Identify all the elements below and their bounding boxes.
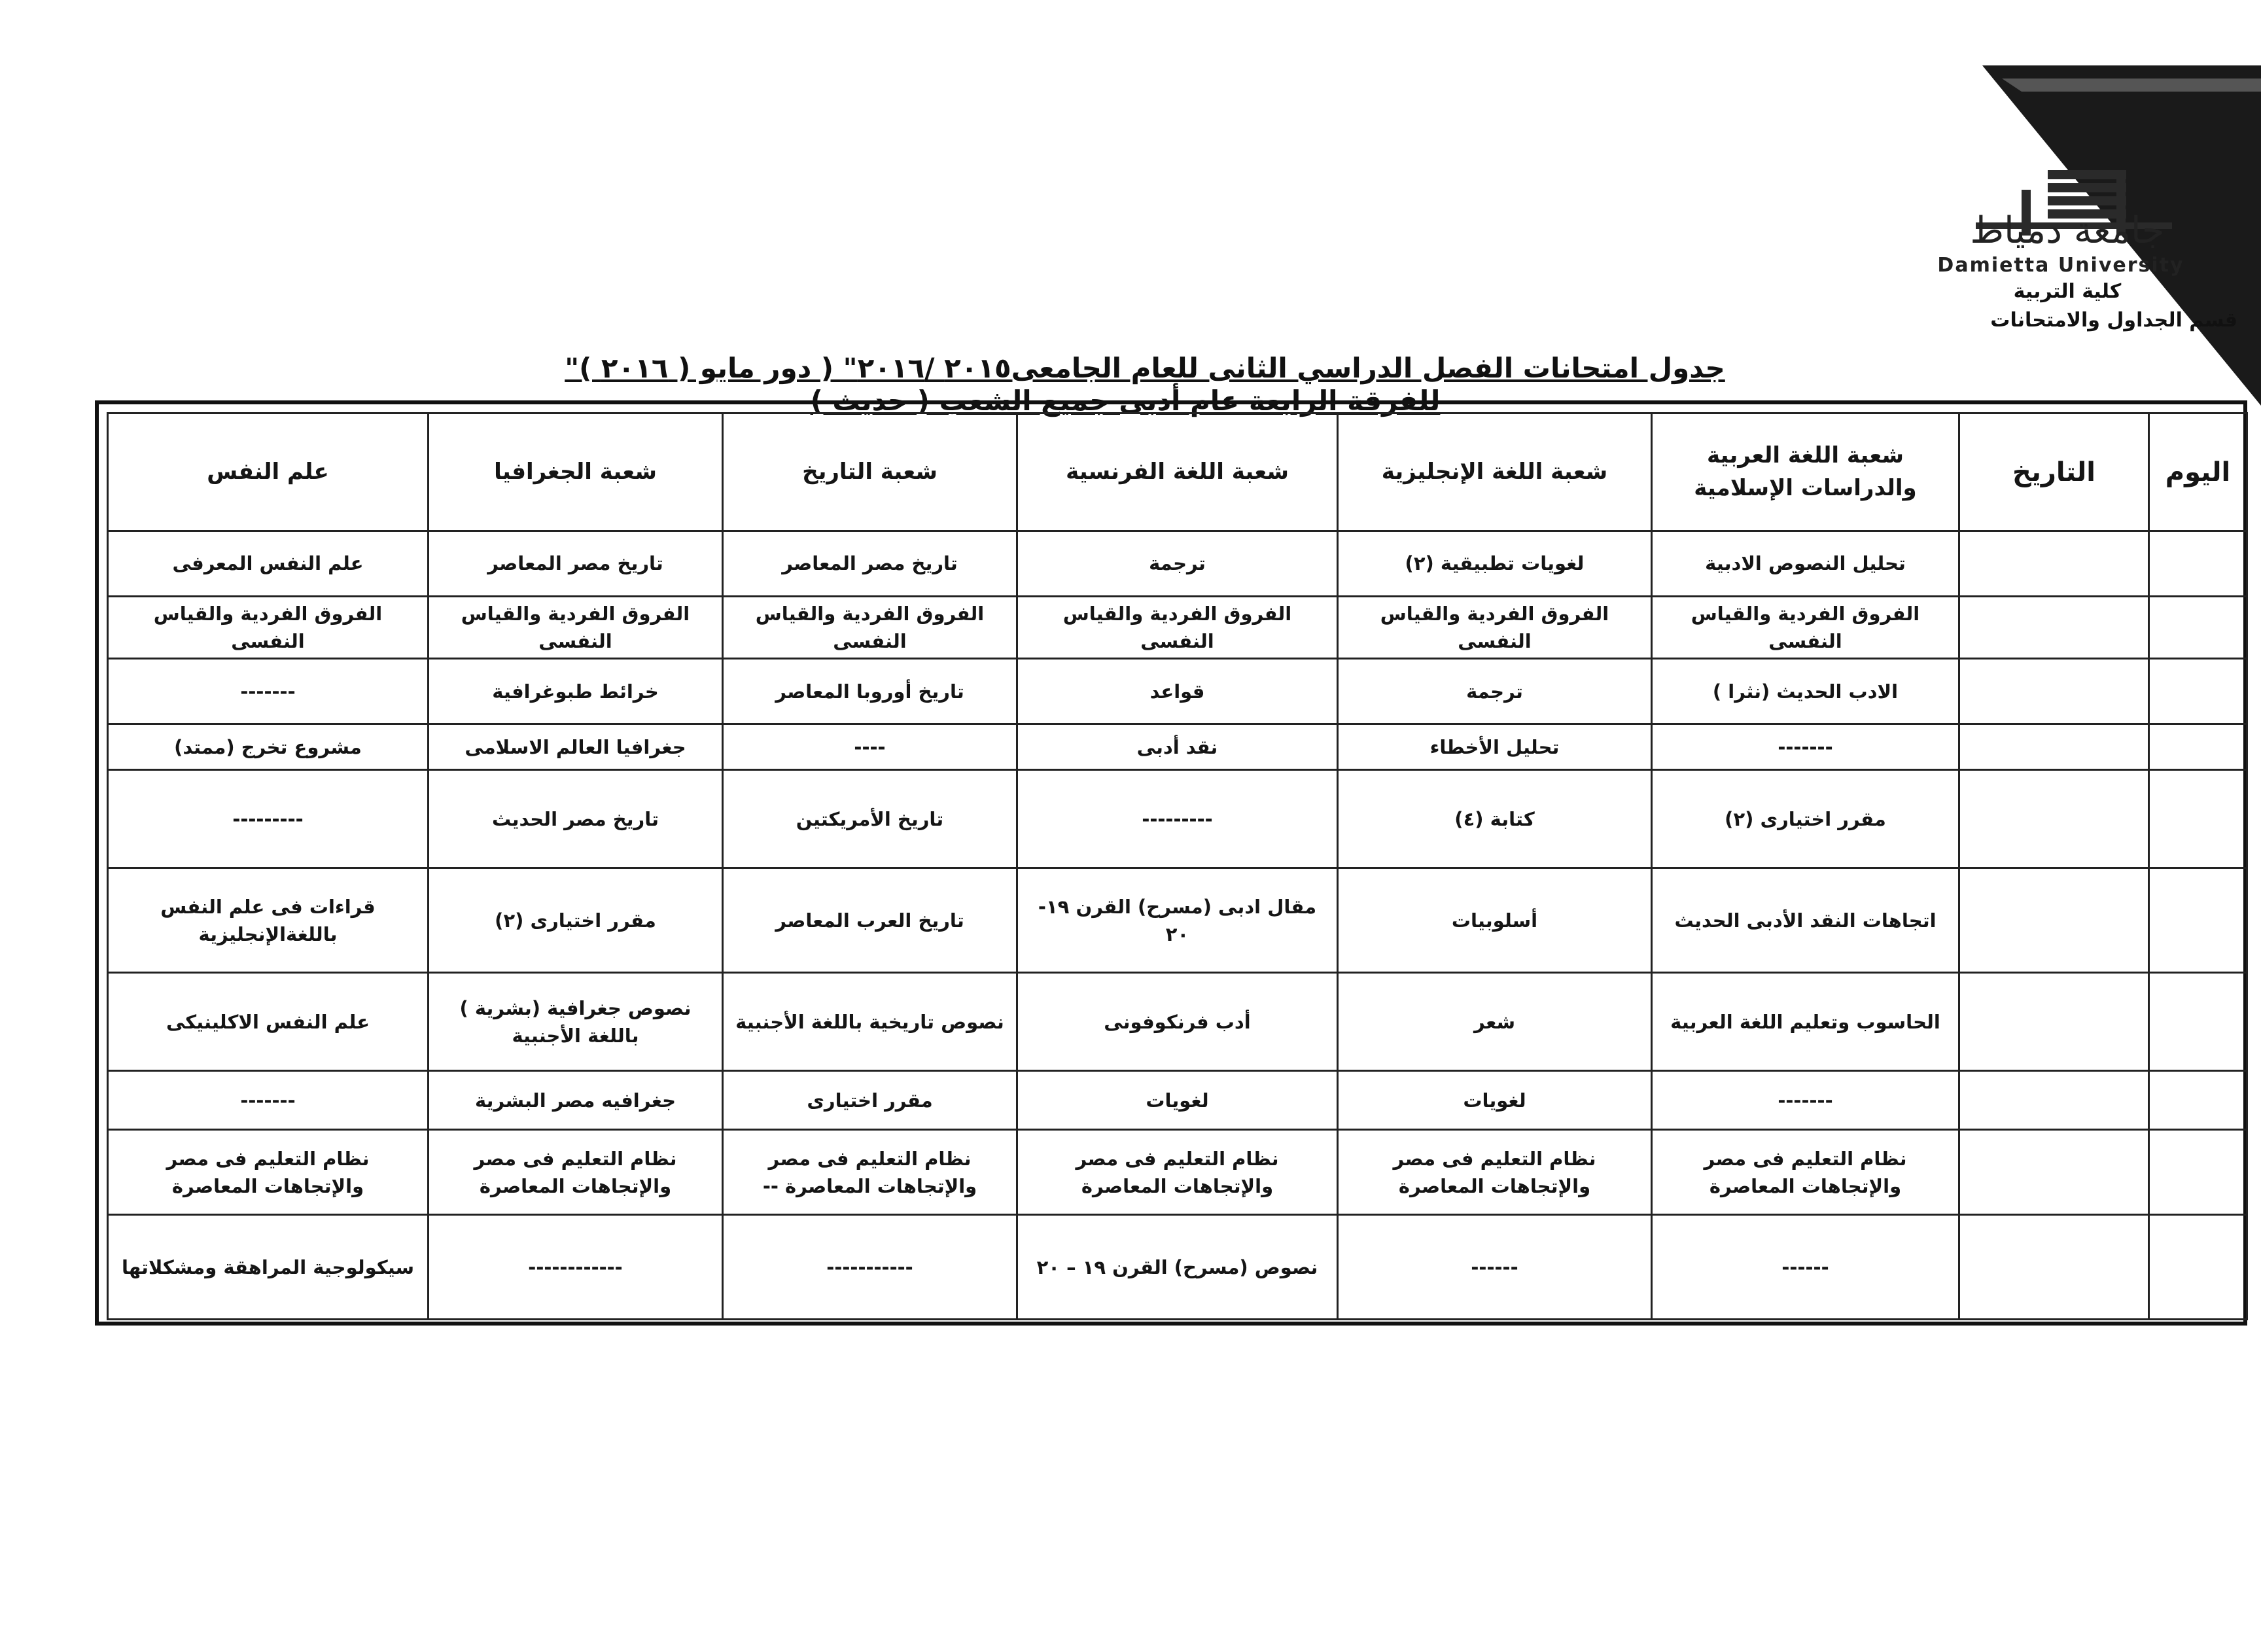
table-cell: تحليل النصوص الادبية (1652, 531, 1959, 597)
table-cell: مشروع تخرج (ممتد) (108, 724, 429, 770)
table-cell (2149, 1130, 2247, 1215)
table-cell (1959, 659, 2149, 724)
table-cell: جغرافيا العالم الاسلامى (429, 724, 723, 770)
table-cell: الفروق الفردية والقياس النفسى (108, 597, 429, 659)
table-cell: نصوص تاريخية باللغة الأجنبية (723, 973, 1017, 1071)
table-cell (1959, 1071, 2149, 1130)
table-cell: تاريخ مصر الحديث (429, 770, 723, 868)
table-cell: تاريخ مصر المعاصر (429, 531, 723, 597)
table-cell (1959, 973, 2149, 1071)
table-cell (1959, 770, 2149, 868)
table-cell: أدب فرنكوفونى (1017, 973, 1338, 1071)
table-cell: الفروق الفردية والقياس النفسى (1017, 597, 1338, 659)
table-cell: ------- (108, 1071, 429, 1130)
table-cell: ترجمة (1017, 531, 1338, 597)
table-cell (2149, 1215, 2247, 1320)
table-cell: ------ (1338, 1215, 1652, 1320)
department-name: قسم الجداول والامتحانات (1990, 309, 2237, 332)
table-cell: نقد أدبى (1017, 724, 1338, 770)
table-cell (2149, 597, 2247, 659)
table-cell (2149, 868, 2247, 973)
table-row (108, 531, 2247, 597)
table-cell: أسلوبيات (1338, 868, 1652, 973)
table-cell: ترجمة (1338, 659, 1652, 724)
table-cell: مقرر اختيارى (٢) (429, 868, 723, 973)
table-cell: الفروق الفردية والقياس النفسى (1338, 597, 1652, 659)
table-cell: خرائط طبوغرافية (429, 659, 723, 724)
table-cell (1959, 1215, 2149, 1320)
table-cell: لغويات (1338, 1071, 1652, 1130)
table-cell: نظام التعليم فى مصر والإتجاهات المعاصرة -- (723, 1130, 1017, 1215)
table-cell: ---- (723, 724, 1017, 770)
table-cell: الفروق الفردية والقياس النفسى (723, 597, 1017, 659)
table-cell: تحليل الأخطاء (1338, 724, 1652, 770)
table-body (108, 531, 2247, 1320)
table-cell (2149, 724, 2247, 770)
table-cell: تاريخ أوروبا المعاصر (723, 659, 1017, 724)
table-cell (2149, 973, 2247, 1071)
header-english-branch: شعبة اللغة الإنجليزية (1338, 413, 1652, 531)
table-cell: نظام التعليم فى مصر والإتجاهات المعاصرة (108, 1130, 429, 1215)
header-psychology: علم النفس (108, 413, 429, 531)
schedule-table-frame (95, 400, 2247, 1326)
table-cell: الادب الحديث (نثرا ) (1652, 659, 1959, 724)
table-cell (2149, 531, 2247, 597)
table-cell: لغويات (1017, 1071, 1338, 1130)
table-cell: ------------ (429, 1215, 723, 1320)
table-cell: علم النفس الاكلينيكى (108, 973, 429, 1071)
table-header-row (108, 413, 2247, 531)
header-french-branch: شعبة اللغة الفرنسية (1017, 413, 1338, 531)
university-name-arabic: جامعة دمياط (1970, 209, 2165, 252)
table-row (108, 1071, 2247, 1130)
faculty-name: كلية التربية (2013, 280, 2122, 303)
table-cell: كتابة (٤) (1338, 770, 1652, 868)
table-row (108, 724, 2247, 770)
table-cell: نظام التعليم فى مصر والإتجاهات المعاصرة (1017, 1130, 1338, 1215)
table-cell: ------- (1652, 1071, 1959, 1130)
table-cell: الحاسوب وتعليم اللغة العربية (1652, 973, 1959, 1071)
table-cell: لغويات تطبيقية (٢) (1338, 531, 1652, 597)
table-cell (1959, 724, 2149, 770)
exam-schedule-table (107, 412, 2248, 1320)
table-cell: علم النفس المعرفى (108, 531, 429, 597)
document-title: جدول امتحانات الفصل الدراسي الثانى للعام الجامعى٢٠١٥ /٢٠١٦" ( دور مايو ( ٢٠١٦ )" (565, 352, 1725, 384)
document-subtitle: للفرقة الرابعة عام أدبى جميع الشعب ( حديث ) (810, 385, 1441, 417)
table-cell (1959, 868, 2149, 973)
table-cell: مقرر اختيارى (٢) (1652, 770, 1959, 868)
table-row (108, 1130, 2247, 1215)
table-cell: الفروق الفردية والقياس النفسى (429, 597, 723, 659)
table-cell: ----------- (723, 1215, 1017, 1320)
table-cell: --------- (1017, 770, 1338, 868)
table-cell (1959, 597, 2149, 659)
table-cell: تاريخ العرب المعاصر (723, 868, 1017, 973)
table-row (108, 659, 2247, 724)
table-cell: ------- (108, 659, 429, 724)
table-cell: تاريخ الأمريكتين (723, 770, 1017, 868)
header-date: التاريخ (1959, 413, 2149, 531)
table-row (108, 973, 2247, 1071)
table-cell: ------ (1652, 1215, 1959, 1320)
table-cell: نصوص جغرافية (بشرية ) باللغة الأجنبية (429, 973, 723, 1071)
table-row (108, 597, 2247, 659)
table-cell (1959, 1130, 2149, 1215)
table-cell: مقرر اختيارى (723, 1071, 1017, 1130)
header-geography-branch: شعبة الجغرافيا (429, 413, 723, 531)
header-history-branch: شعبة التاريخ (723, 413, 1017, 531)
table-cell: سيكولوجية المراهقة ومشكلاتها (108, 1215, 429, 1320)
table-cell: الفروق الفردية والقياس النفسى (1652, 597, 1959, 659)
table-cell: ------- (1652, 724, 1959, 770)
table-cell: قراءات فى علم النفس باللغةالإنجليزية (108, 868, 429, 973)
table-row (108, 1215, 2247, 1320)
table-cell: نصوص (مسرح) القرن ١٩ – ٢٠ (1017, 1215, 1338, 1320)
table-row (108, 868, 2247, 973)
table-cell: مقال ادبى (مسرح) القرن ١٩- ٢٠ (1017, 868, 1338, 973)
table-cell: شعر (1338, 973, 1652, 1071)
table-cell: قواعد (1017, 659, 1338, 724)
table-cell: نظام التعليم فى مصر والإتجاهات المعاصرة (1338, 1130, 1652, 1215)
table-cell (2149, 770, 2247, 868)
university-name-english: Damietta University (1937, 254, 2184, 277)
header-arabic-branch: شعبة اللغة العربية والدراسات الإسلامية (1652, 413, 1959, 531)
table-cell (2149, 659, 2247, 724)
table-cell: نظام التعليم فى مصر والإتجاهات المعاصرة (1652, 1130, 1959, 1215)
table-cell (1959, 531, 2149, 597)
header-day: اليوم (2149, 413, 2247, 531)
table-cell: اتجاهات النقد الأدبى الحديث (1652, 868, 1959, 973)
table-cell (2149, 1071, 2247, 1130)
table-cell: جغرافيه مصر البشرية (429, 1071, 723, 1130)
table-row (108, 770, 2247, 868)
table-cell: تاريخ مصر المعاصر (723, 531, 1017, 597)
table-cell: نظام التعليم فى مصر والإتجاهات المعاصرة (429, 1130, 723, 1215)
table-cell: --------- (108, 770, 429, 868)
